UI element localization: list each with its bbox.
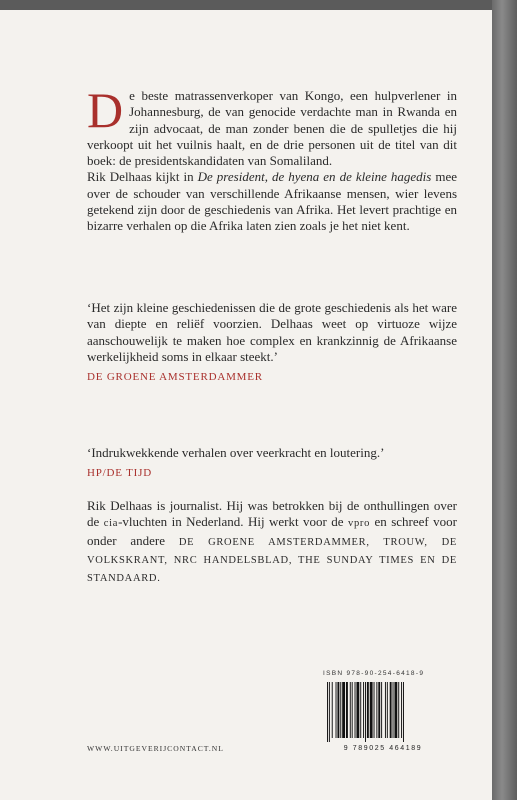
bio-part-3: en schreef voor onder andere [87,514,457,548]
quote-1-text: ‘Het zijn kleine geschiedenissen die de grote geschiedenis als het ware van diepte en reliëf voorzien. Delhaas weet op virtuoze wijze aanschouwelijk te maken hoe complex en krankzinnig de Afrikaanse werkelijkheid soms in elkaar steekt.’ [87,300,457,364]
quote-2-source: HP/DE TIJD [87,467,152,480]
bio-part-1: Rik Delhaas is journalist. Hij was betrokken bij de onthullingen over de [87,498,457,530]
isbn-barcode [323,670,443,788]
ean-digits: 9 789025 464189 [343,745,423,752]
bio-vpro: vpro [348,518,371,530]
bio-part-2: -vluchten in Nederland. Hij werkt voor de [118,514,349,530]
barcode-icon [327,682,439,742]
para2-before: Rik Delhaas kijkt in [87,169,198,185]
review-quote-1 [87,300,457,385]
spine-edge [492,0,517,800]
blurb-second-paragraph [87,169,457,234]
para2-after: mee over de schouder van verschillende Afrikaanse mensen, wier levens getekend zijn door de geschiedenis van Afrika. Het levert prachtige en bizarre verhalen op die Afrika laten zien zoals je het niet kent. [87,169,457,234]
review-quote-2 [87,445,457,482]
dropcap-letter: D [87,82,124,138]
quote-1-source: DE GROENE AMSTERDAMMER [87,371,263,384]
top-shadow [0,0,517,10]
bio-outlets: DE GROENE AMSTERDAMMER, TROUW, DE VOLKSKRANT, NRC HANDELSBLAD, THE SUNDAY TIMES EN DE STANDAARD. [87,536,457,585]
quote-2-text: ‘Indrukwekkende verhalen over veerkracht en loutering.’ [87,445,385,460]
publisher-website: WWW.UITGEVERIJCONTACT.NL [87,744,224,753]
blurb-block [87,82,457,235]
bio-cia: cia [103,518,119,530]
cover-page [0,10,492,800]
book-title-italic: De president, de hyena en de kleine hagedis [197,169,432,185]
blurb-opening: e beste matrassenverkoper van Kongo, een hulpverlener in Johannesburg, de van genocide verdachte man in Rwanda en zijn advocaat, de man zonder benen die de spulletjes die hij verkoopt uit het vuilnis haalt, en de drie personen uit de titel van dit boek: de presidentskandidaten van Somaliland. [87,88,457,169]
isbn-label: ISBN 978-90-254-6418-9 [323,670,425,677]
author-bio [87,498,457,587]
